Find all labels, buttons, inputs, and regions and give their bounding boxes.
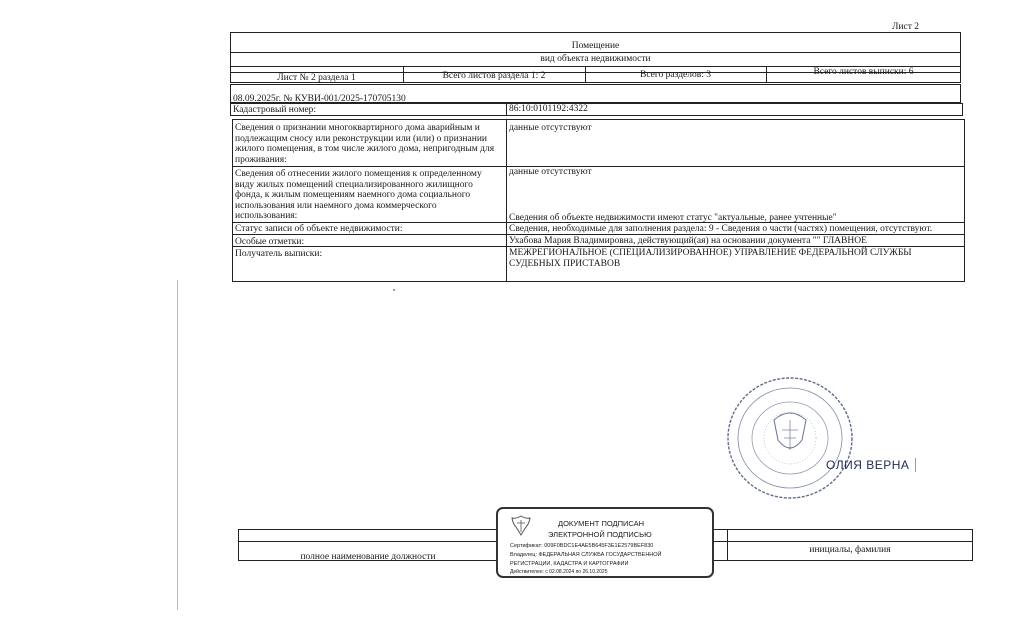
owner-line-1: Владелец: ФЕДЕРАЛЬНАЯ СЛУЖБА ГОСУДАРСТВЕННОЙ <box>510 552 662 558</box>
housing-type-value: данные отсутствуют <box>509 167 592 177</box>
recipient-label: Получатель выписки: <box>235 249 323 259</box>
object-subtitle: вид объекта недвижимости <box>540 54 651 64</box>
signed-title: ДОКУМЕНТ ПОДПИСАН <box>558 519 645 528</box>
record-status-label: Статус записи об объекте недвижимости: <box>235 224 403 234</box>
record-status-value: Сведения об объекте недвижимости имеют статус "актуальные, ранее учтенные" <box>509 213 837 223</box>
recipient-value: Ухабова Мария Владимировна, действующий(ая) на основании документа "" ГЛАВНОЕ МЕЖРЕГИОНАЛЬНОЕ (СПЕЦИАЛИЗИРОВАННОЕ) УПРАВЛЕНИЕ ФЕДЕРАЛЬНОЙ СЛУЖБЫ СУДЕБНЫХ ПРИСТАВОВ <box>509 236 912 269</box>
housing-type-label: Сведения об отнесении жилого помещения к определенному виду жилых помещений специализированного жилищного фонда, к жилым помещениям наемного дома социального использования или наемного дома коммерческого использования: <box>235 169 482 222</box>
position-label: полное наименование должности <box>300 552 436 562</box>
certificate-line: Сертификат: 009F0BDC1E4AE5B645F3E1E2579BEF830 <box>510 543 654 549</box>
sections-total: Всего разделов: 3 <box>639 70 711 80</box>
cadastral-label: Кадастровый номер: <box>233 105 317 115</box>
special-marks-value: Сведения, необходимые для заполнения раздела: 9 - Сведения о части (частях) помещения, отсутствуют. <box>509 224 933 234</box>
signed-subtitle: ЭЛЕКТРОННОЙ ПОДПИСЬЮ <box>548 530 652 539</box>
extract-reference: 08.09.2025г. № КУВИ-001/2025-170705130 <box>233 94 406 104</box>
special-marks-label: Особые отметки: <box>235 237 305 247</box>
owner-line-2: РЕГИСТРАЦИИ, КАДАСТРА И КАРТОГРАФИИ <box>510 561 629 567</box>
sheet-of-section: Лист № 2 раздела 1 <box>277 73 356 83</box>
validity-line: Действителен: с 02.08.2024 по 26.10.2025 <box>510 569 608 575</box>
extract-sheets-total: Всего листов выписки: 6 <box>813 67 914 77</box>
emergency-status-label: Сведения о признании многоквартирного дома аварийным и подлежащим сносу или реконструкции или (или) о признании жилого помещения, в том числе жилого дома, непригодным для проживания: <box>235 123 495 165</box>
verno-stamp: ОЛИЯ ВЕРНА <box>826 458 910 472</box>
cadastral-row <box>230 103 963 116</box>
cadastral-number: 86:10:0101192:4322 <box>509 104 588 114</box>
section-sheets-total: Всего листов раздела 1: 2 <box>442 71 546 81</box>
name-label: инициалы, фамилия <box>809 545 891 555</box>
object-title: Помещение <box>571 41 620 51</box>
emergency-status-value: данные отсутствуют <box>509 123 592 133</box>
official-seal <box>712 372 872 512</box>
electronic-signature-block <box>496 507 714 578</box>
sheet-label: Лист 2 <box>892 22 920 32</box>
emblem-icon <box>508 513 534 539</box>
